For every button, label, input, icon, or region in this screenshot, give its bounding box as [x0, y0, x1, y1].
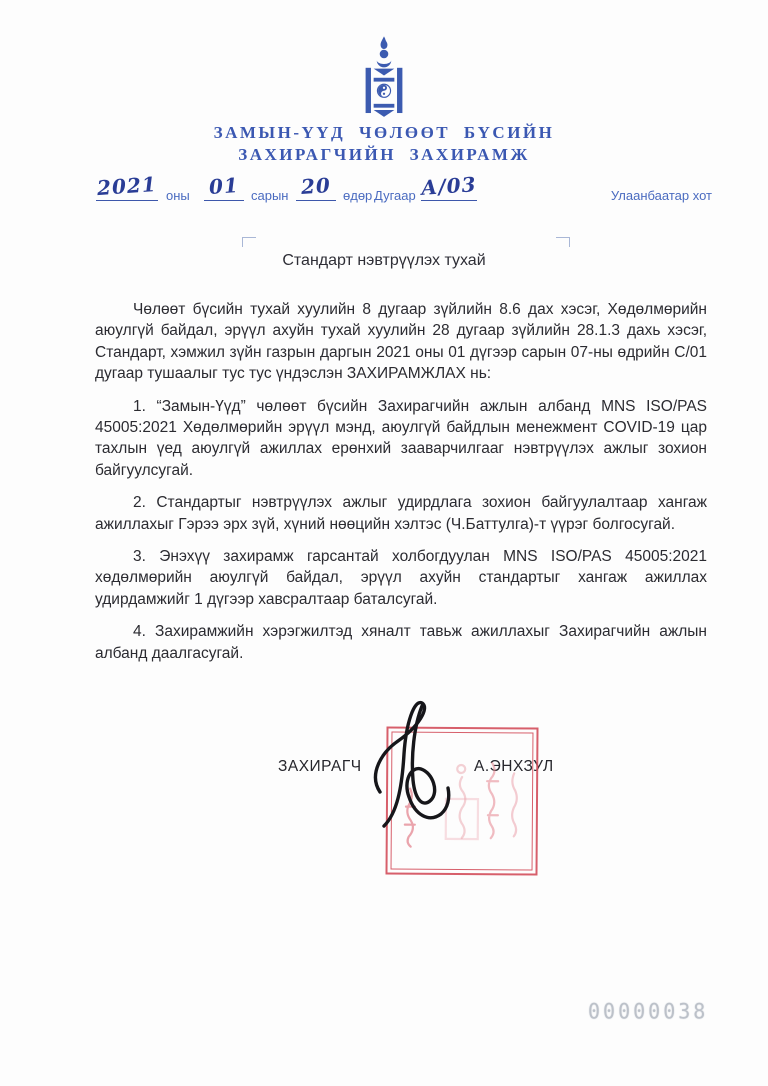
doc-title: Стандарт нэвтрүүлэх тухай — [282, 252, 486, 269]
preamble-paragraph: Чөлөөт бүсийн тухай хуулийн 8 дугаар зүйлийн 8.6 дах хэсэг, Хөдөлмөрийн аюулгүй байдал, эрүүл ахуйн тухай хуулийн 28 дугаар зүйлийн 28.1.3 дахь хэсэг, Стандарт, хэмжил зүйн газрын даргын 2021 оны 01 дүгээр сарын 07-ны өдрийн С/01 дугаар тушаалыг тус тус үндэслэн ЗАХИРАМЖЛАХ нь: — [95, 301, 707, 383]
org-title-line2: ЗАХИРАГЧИЙН ЗАХИРАМЖ — [238, 144, 530, 164]
year-field — [96, 171, 158, 201]
signer-title: ЗАХИРАГЧ — [278, 758, 362, 775]
doc-body — [95, 299, 707, 675]
crop-mark-left-icon — [242, 237, 256, 247]
soyombo-emblem-icon — [361, 36, 407, 118]
day-label: өдөр — [343, 188, 373, 203]
city-label: Улаанбаатар хот — [610, 188, 712, 203]
handwritten-signature-icon — [366, 696, 488, 838]
decree-item-3: 3. Энэхүү захирамж гарсантай холбогдуулан MNS ISO/PAS 45005:2021 хөдөлмөрийн аюулгүй байдал, эрүүл ахуйн стандартыг хангаж ажиллах удирдамжийг 1 дүгээр хавсралтаар баталсугай. — [95, 548, 707, 608]
number-value: А/03 — [420, 172, 478, 200]
dateline — [0, 170, 768, 212]
org-title-line1: ЗАМЫН-ҮҮД ЧӨЛӨӨТ БҮСИЙН — [213, 123, 555, 142]
decree-item-1: 1. “Замын-Үүд” чөлөөт бүсийн Захирагчийн ажлын албанд MNS ISO/PAS 45005:2021 Хөдөлмөрийн эрүүл мэнд, аюулгүй байдлын менежмент COVID-19 цар тахлын үед аюулгүй ажиллах ерөнхий зааварчилгааг нэвтрүүлэх ажлыг зохион байгуулсугай. — [95, 397, 707, 479]
month-field — [204, 174, 244, 201]
number-field — [421, 174, 477, 201]
day-field — [296, 174, 336, 201]
decree-item-4: 4. Захирамжийн хэрэгжилтэд хяналт тавьж ажиллахыг Захирагчийн ажлын албанд даалгасугай. — [95, 623, 707, 662]
month-value: 01 — [208, 172, 240, 200]
number-label: Дугаар — [374, 188, 416, 203]
org-title — [0, 122, 768, 166]
month-label: сарын — [251, 188, 289, 203]
day-value: 20 — [300, 172, 332, 200]
signer-name: А.ЭНХЗУЛ — [474, 758, 554, 775]
year-label: оны — [166, 188, 190, 203]
year-value: 2021 — [96, 171, 158, 201]
crop-mark-right-icon — [556, 237, 570, 247]
decree-item-2: 2. Стандартыг нэвтрүүлэх ажлыг удирдлага зохион байгуулалтаар хангаж ажиллахыг Гэрээ эрх зүй, хүний нөөцийн хэлтэс (Ч.Баттулга)-т үүрэг болгосугай. — [95, 494, 707, 533]
serial-number-stamp: 00000038 — [588, 998, 709, 1024]
